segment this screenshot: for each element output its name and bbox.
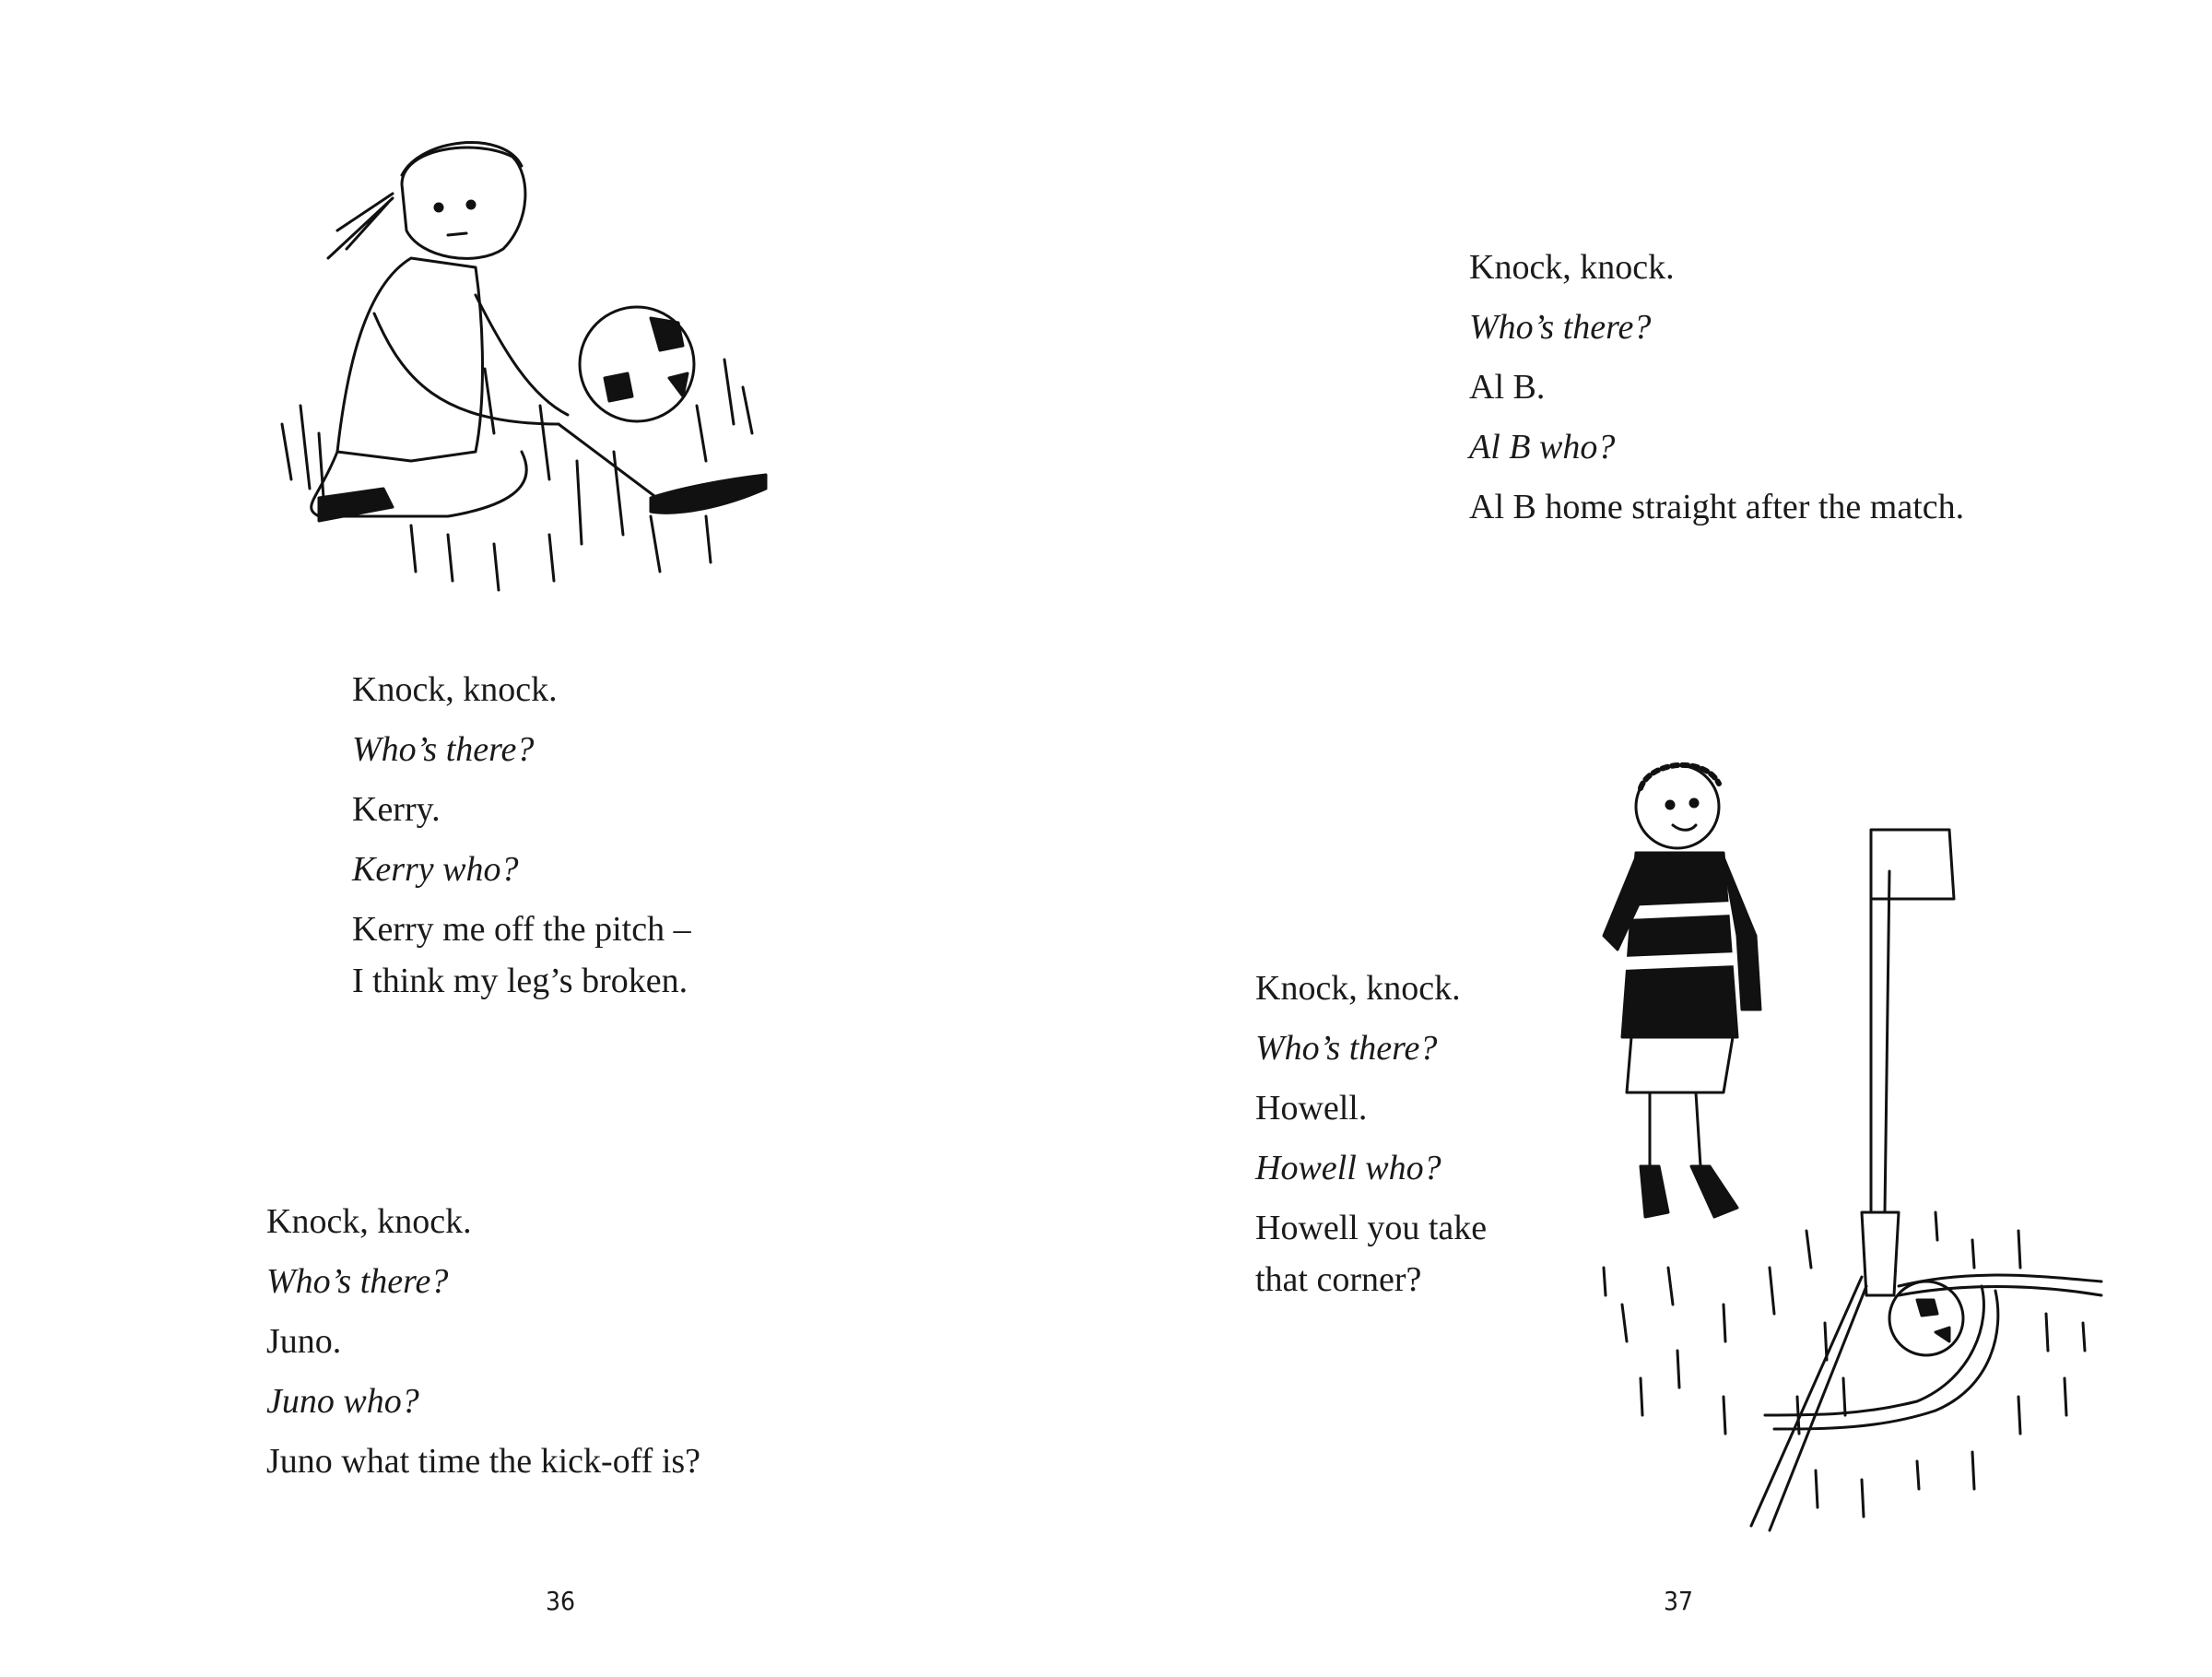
joke-line: Knock, knock. xyxy=(266,1202,472,1241)
joke-response: Who’s there? xyxy=(352,730,535,769)
page-number-right: 37 xyxy=(1664,1586,1694,1616)
joke-response: Who’s there? xyxy=(266,1262,449,1301)
joke-response: Juno who? xyxy=(266,1382,419,1421)
joke-response: Kerry who? xyxy=(352,850,519,889)
joke-line: Kerry. xyxy=(352,790,441,829)
joke-kerry xyxy=(352,660,691,1007)
joke-response: Howell who? xyxy=(1255,1149,1441,1187)
joke-punchline: Howell you take that corner? xyxy=(1255,1209,1488,1299)
joke-punchline: Al B home straight after the match. xyxy=(1469,488,1965,526)
joke-line: Knock, knock. xyxy=(352,670,558,709)
girl-with-ball-illustration xyxy=(264,129,789,599)
joke-response: Who’s there? xyxy=(1255,1029,1438,1068)
joke-punchline: Juno what time the kick-off is? xyxy=(266,1442,701,1481)
joke-line: Knock, knock. xyxy=(1255,969,1461,1008)
joke-line: Howell. xyxy=(1255,1089,1368,1128)
joke-line: Juno. xyxy=(266,1322,342,1361)
joke-juno xyxy=(266,1192,700,1492)
joke-punchline: Kerry me off the pitch – I think my leg’s broken. xyxy=(352,910,691,1000)
boy-corner-flag-illustration xyxy=(1585,751,2120,1544)
page-number-left: 36 xyxy=(546,1586,576,1616)
joke-line: Knock, knock. xyxy=(1469,248,1675,287)
joke-al-b xyxy=(1469,238,1964,537)
joke-response: Who’s there? xyxy=(1469,308,1652,347)
joke-response: Al B who? xyxy=(1469,428,1616,466)
joke-howell xyxy=(1255,959,1487,1305)
joke-line: Al B. xyxy=(1469,368,1546,407)
